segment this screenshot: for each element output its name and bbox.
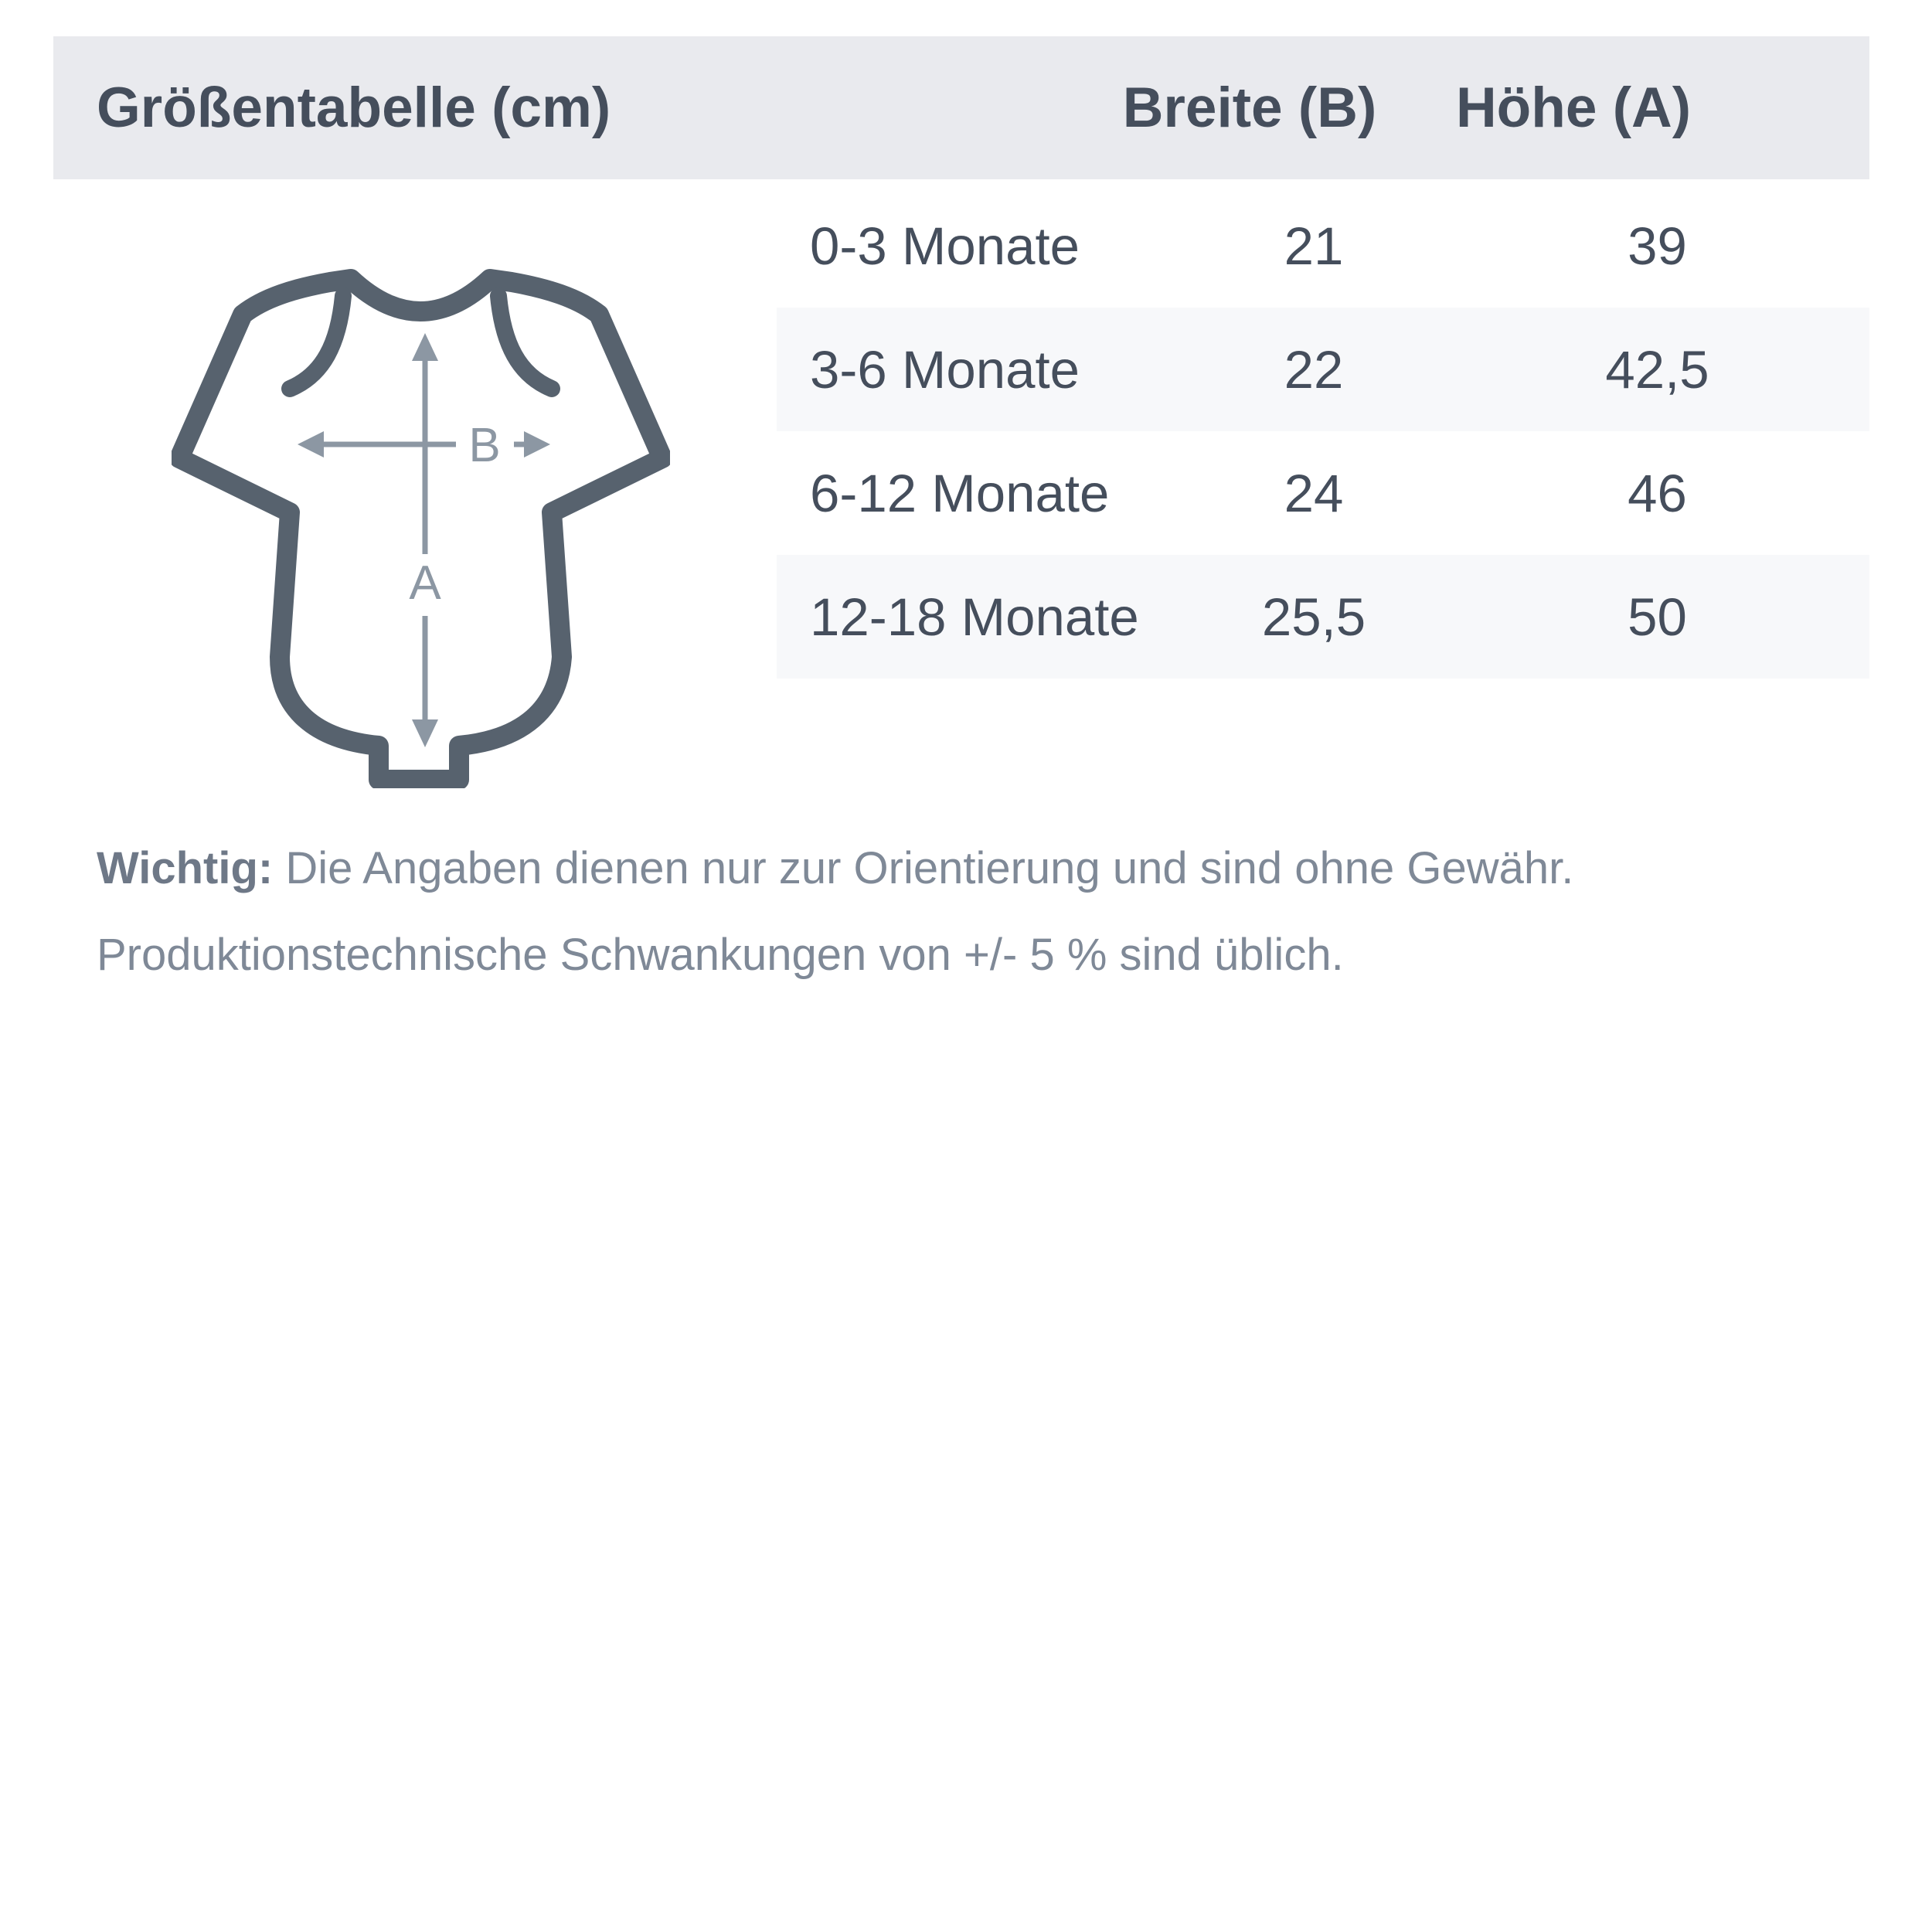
height-arrow-label: A <box>409 556 441 610</box>
width-arrow-label: B <box>468 419 501 472</box>
table-row <box>777 555 1869 679</box>
height-value: 39 <box>1628 216 1687 276</box>
disclaimer-line-2: Produktionstechnische Schwankungen von +/- 5 % sind üblich. <box>97 930 1344 980</box>
table-header-band <box>53 36 1869 179</box>
table-title: Größentabelle (cm) <box>97 77 611 139</box>
width-value: 21 <box>1284 216 1344 276</box>
size-label: 6-12 Monate <box>810 463 1110 523</box>
disclaimer-note <box>97 825 1874 998</box>
size-table <box>777 184 1869 679</box>
height-value: 42,5 <box>1605 339 1709 400</box>
disclaimer-bold-word: Wichtig: <box>97 843 274 893</box>
table-row <box>777 184 1869 308</box>
baby-bodysuit-diagram-icon <box>172 267 670 788</box>
column-header-width: Breite (B) <box>1122 77 1377 139</box>
size-label: 3-6 Monate <box>810 339 1080 400</box>
width-value: 25,5 <box>1261 587 1366 647</box>
disclaimer-line-1 <box>97 825 1874 912</box>
disclaimer-line-1-text: Die Angaben dienen nur zur Orientierung und sind ohne Gewähr. <box>273 843 1574 893</box>
table-row <box>777 308 1869 431</box>
size-label: 0-3 Monate <box>810 216 1080 276</box>
height-value: 50 <box>1628 587 1687 647</box>
width-value: 24 <box>1284 463 1344 523</box>
size-label: 12-18 Monate <box>810 587 1139 647</box>
width-value: 22 <box>1284 339 1344 400</box>
height-value: 46 <box>1628 463 1687 523</box>
column-header-height: Höhe (A) <box>1455 77 1692 139</box>
table-row <box>777 431 1869 555</box>
